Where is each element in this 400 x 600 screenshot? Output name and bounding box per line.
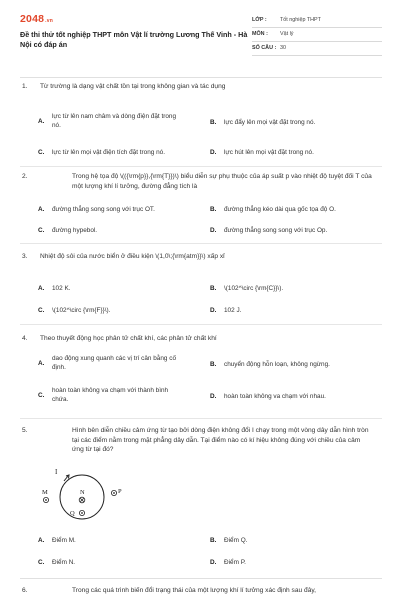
question-6 — [20, 586, 382, 600]
meta-label: MÔN : — [252, 30, 268, 37]
label-n: N — [80, 489, 85, 496]
exam-meta-table — [252, 14, 382, 56]
meta-row-count — [252, 42, 382, 56]
option-letter: D. — [210, 559, 217, 566]
option-text: lực từ lên mọi vật điện tích đặt trong nó. — [52, 149, 165, 156]
question-number: 5. — [22, 427, 28, 434]
question-number: 2. — [22, 173, 28, 180]
option-text: lực đẩy lên mọi vật đặt trong nó. — [224, 119, 316, 126]
option-letter: B. — [210, 206, 217, 213]
option-text: \(102^\circ {\rm{C}}\). — [224, 285, 284, 292]
question-1 — [20, 82, 382, 172]
option-letter: D. — [210, 393, 217, 400]
option-letter: A. — [38, 285, 45, 292]
question-number: 1. — [22, 83, 28, 90]
option-text: 102 J. — [224, 307, 242, 314]
question-text: Từ trường là dạng vật chất tồn tại trong không gian và tác dụng — [40, 83, 226, 90]
option-text: lực từ lên nam châm và dòng điện đặt trong nó. — [52, 113, 177, 130]
logo-suffix: .vn — [45, 18, 53, 24]
dot-out-icon — [113, 492, 115, 494]
option-letter: A. — [38, 360, 45, 367]
question-text: Nhiệt độ sôi của nước biển ở điều kiện \(1,0\;{\rm{atm}}\) xấp xỉ — [40, 253, 225, 260]
option-text: hoàn toàn không va chạm với nhau. — [224, 393, 326, 400]
meta-row-subject — [252, 28, 382, 42]
option-letter: C. — [38, 149, 45, 156]
current-loop-diagram — [40, 467, 140, 529]
option-letter: B. — [210, 119, 217, 126]
exam-header — [20, 12, 382, 74]
question-5-options — [20, 536, 382, 576]
option-text: Điểm P. — [224, 559, 246, 566]
option-letter: D. — [210, 149, 217, 156]
option-text: chuyển động hỗn loạn, không ngừng. — [224, 361, 330, 368]
header-divider — [20, 77, 382, 78]
exam-title: Đề thi thử tốt nghiệp THPT môn Vật lí trường Lương Thế Vinh - Hà Nội có đáp án — [20, 30, 248, 50]
logo-text: 2048 — [20, 13, 45, 25]
option-text: lực hút lên mọi vật đặt trong nó. — [224, 149, 314, 156]
question-divider — [20, 418, 382, 419]
question-divider — [20, 166, 382, 167]
option-letter: A. — [38, 206, 45, 213]
label-m: M — [42, 489, 48, 496]
option-text: đường thẳng song song với trục Op. — [224, 227, 328, 234]
label-i: I — [55, 468, 58, 476]
option-letter: D. — [210, 227, 217, 234]
dot-out-icon — [45, 499, 47, 501]
question-divider — [20, 243, 382, 244]
meta-value: Tốt nghiệp THPT — [280, 16, 321, 23]
option-text: Điểm N. — [52, 559, 76, 566]
option-letter: C. — [38, 559, 45, 566]
option-letter: B. — [210, 285, 217, 292]
question-3 — [20, 252, 382, 328]
option-letter: A. — [38, 537, 45, 544]
option-text: đường hypebol. — [52, 227, 98, 234]
question-text: Trong các quá trình biến đổi trạng thái của một lượng khí lí tưởng xác định sau đây, — [72, 587, 316, 594]
option-letter: C. — [38, 307, 45, 314]
question-text: Hình bên diễn chiều cảm ứng từ tạo bởi dòng điện không đổi I chạy trong một vòng dây dẫn hình tròn tại các điểm nằm trong mặt phẳng dây dẫn. Tại điểm nào có kí hiệu không đúng với chiều của cảm ứng từ tại đó? — [72, 427, 369, 454]
question-2 — [20, 172, 382, 248]
option-text: \(102^\circ {\rm{F}}\). — [52, 307, 111, 314]
meta-value: Vật lý — [280, 30, 294, 37]
question-text: Theo thuyết động học phân tử chất khí, các phân tử chất khí — [40, 335, 217, 342]
question-number: 4. — [22, 335, 28, 342]
question-number: 6. — [22, 587, 28, 594]
option-letter: C. — [38, 392, 45, 399]
question-divider — [20, 324, 382, 325]
label-p: P — [118, 488, 122, 495]
question-4 — [20, 334, 382, 422]
option-text: dao động xung quanh các vị trí cân bằng cố định. — [52, 355, 176, 372]
option-text: Điểm M. — [52, 537, 76, 544]
meta-value: 30 — [280, 44, 286, 51]
meta-label: LỚP : — [252, 16, 267, 23]
cross-in-icon — [80, 498, 84, 502]
option-letter: D. — [210, 307, 217, 314]
label-q: Q — [70, 510, 75, 517]
option-text: đường thẳng kéo dài qua gốc tọa độ O. — [224, 206, 336, 213]
option-text: Điểm Q. — [224, 537, 248, 544]
option-text: 102 K. — [52, 285, 71, 292]
option-text: đường thẳng song song với trục OT. — [52, 206, 155, 213]
option-letter: B. — [210, 361, 217, 368]
option-letter: C. — [38, 227, 45, 234]
question-number: 3. — [22, 253, 28, 260]
option-letter: A. — [38, 118, 45, 125]
option-letter: B. — [210, 537, 217, 544]
question-divider — [20, 578, 382, 579]
dot-out-icon — [81, 512, 83, 514]
option-text: hoàn toàn không va chạm với thành bình chứa. — [52, 387, 169, 404]
question-text: Trong hệ tọa độ \(({\rm{p}},{\rm{T}})\) biểu diễn sự phụ thuộc của áp suất p vào nhiệt độ tuyệt đối T của một lượng khí lí tưởng, đường đẳng tích là — [72, 173, 372, 190]
meta-label: SỐ CÂU : — [252, 44, 277, 51]
meta-row-class — [252, 14, 382, 28]
site-logo[interactable] — [20, 12, 53, 27]
